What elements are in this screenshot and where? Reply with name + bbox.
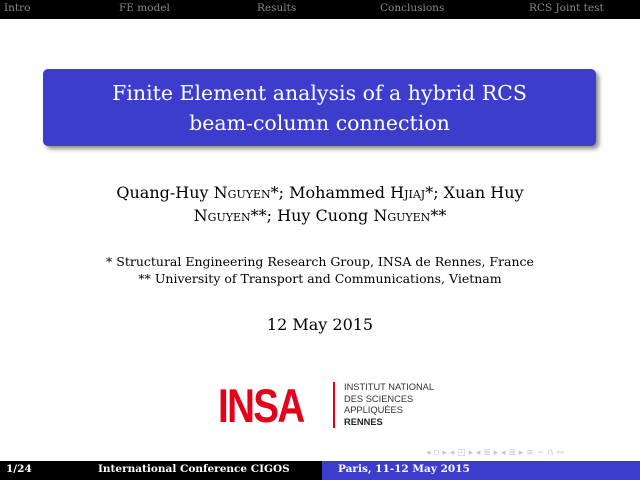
insa-logo-text bbox=[344, 382, 434, 428]
nav-item-conclusions[interactable]: Conclusions bbox=[380, 2, 445, 14]
affiliation-1: * Structural Engineering Research Group, INSA de Rennes, France bbox=[106, 254, 534, 269]
beamer-navigation-icons[interactable]: ◂ ▫ ▸ ◂ ◰ ▸ ◂ ≣ ▸ ◂ ≣ ▸ ≡ ∽ ∩ ∾ bbox=[426, 448, 564, 458]
nav-item-results[interactable]: Results bbox=[257, 2, 297, 14]
insa-logo bbox=[218, 379, 435, 432]
author-surname: Nguyen bbox=[373, 206, 431, 225]
author-surname: Hjiaj bbox=[390, 183, 426, 202]
title-block bbox=[43, 69, 596, 146]
author-surname: Nguyen bbox=[213, 183, 271, 202]
footer-bar bbox=[0, 461, 640, 480]
author-text: *; Xuan Huy bbox=[425, 183, 524, 202]
presentation-date: 12 May 2015 bbox=[266, 315, 374, 334]
nav-item-intro[interactable]: Intro bbox=[4, 2, 31, 14]
logo-line: RENNES bbox=[344, 416, 383, 427]
author-text: Quang-Huy bbox=[116, 183, 214, 202]
authors-line-1 bbox=[0, 183, 640, 202]
author-text: **; Huy Cuong bbox=[250, 206, 374, 225]
footer-conference: International Conference CIGOS bbox=[98, 463, 290, 475]
nav-item-rcs-joint-test[interactable]: RCS Joint test bbox=[529, 2, 604, 14]
insa-logo-mark: INSA bbox=[218, 379, 304, 432]
nav-item-fe-model[interactable]: FE model bbox=[119, 2, 170, 14]
author-text: *; Mohammed bbox=[270, 183, 391, 202]
top-navigation-bar bbox=[0, 0, 640, 19]
author-text: ** bbox=[430, 206, 447, 225]
footer-location-date: Paris, 11-12 May 2015 bbox=[338, 463, 470, 475]
affiliation-2: ** University of Transport and Communications, Vietnam bbox=[138, 271, 502, 286]
authors-line-2 bbox=[0, 206, 640, 225]
page-number: 1/24 bbox=[6, 463, 32, 475]
author-surname: Nguyen bbox=[193, 206, 251, 225]
title-line-2: beam-column connection bbox=[189, 110, 450, 135]
insa-logo-divider bbox=[333, 382, 335, 428]
logo-line: INSTITUT NATIONAL bbox=[344, 382, 435, 392]
title-line-1: Finite Element analysis of a hybrid RCS bbox=[112, 80, 527, 105]
logo-line: DES SCIENCES bbox=[344, 393, 414, 404]
logo-line: APPLIQUÉES bbox=[344, 405, 403, 416]
